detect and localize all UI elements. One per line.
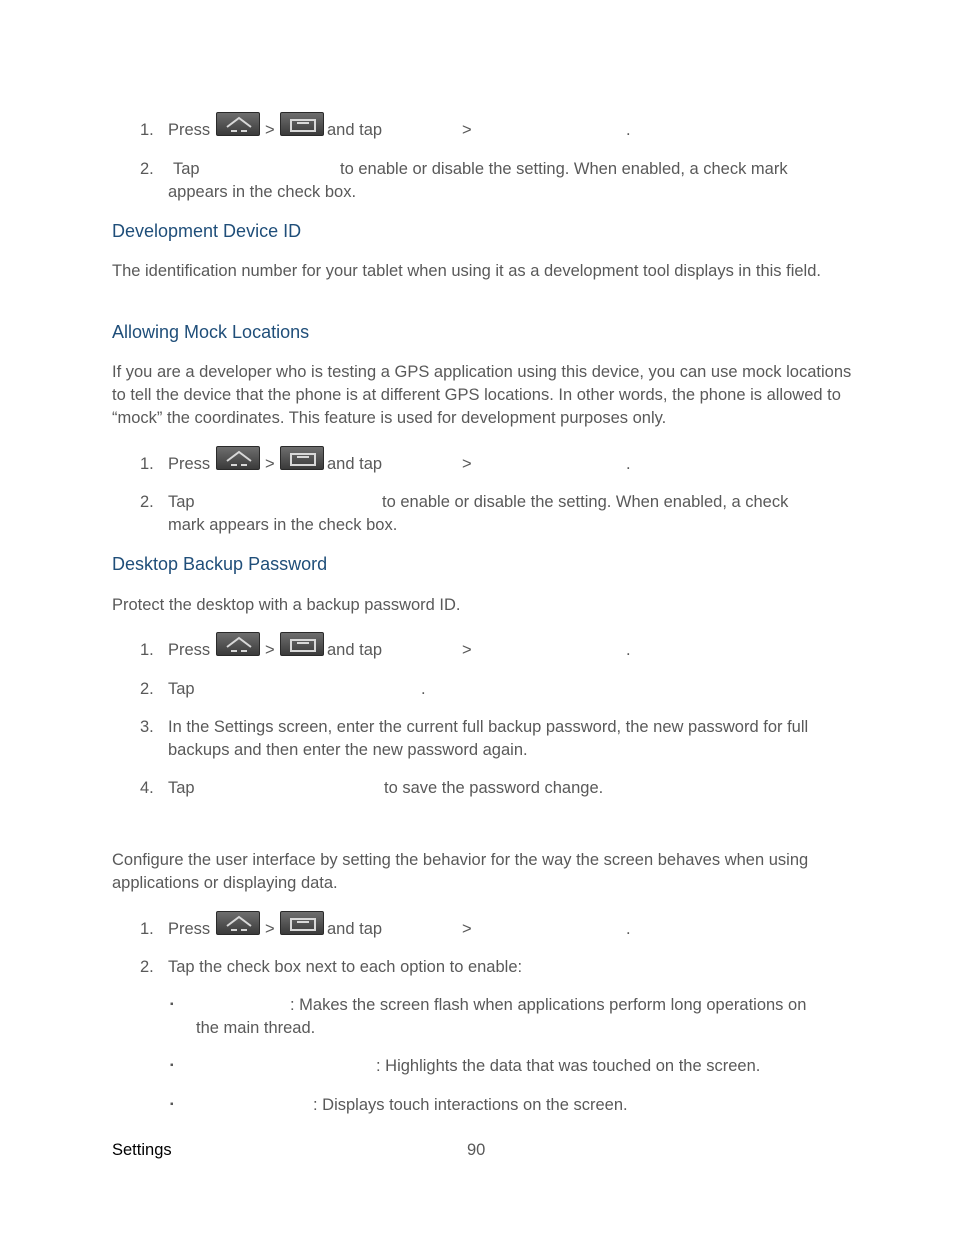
home-key-icon [216, 911, 260, 935]
menu-key-icon [280, 911, 324, 935]
step-and-tap: and tap [327, 641, 383, 659]
step-text: backups and then enter the new password again. [168, 741, 528, 759]
step-gt: > [462, 641, 472, 659]
bullet-text: : Displays touch interactions on the screen. [313, 1096, 628, 1114]
heading-mock-locations: Allowing Mock Locations [112, 322, 310, 342]
step-tap-label: Tap [168, 779, 195, 797]
step-gt: > [265, 121, 275, 139]
step-text: appears in the check box. [168, 183, 357, 201]
step-gt: > [265, 455, 275, 473]
step-and-tap: and tap [327, 920, 383, 938]
paragraph: Configure the user interface by setting the behavior for the way the screen behaves when using applications or displaying data. [112, 851, 809, 892]
step-and-tap: and tap [327, 121, 383, 139]
heading-desktop-backup-password: Desktop Backup Password [112, 554, 328, 574]
step-number: 1. [140, 641, 154, 659]
step-period: . [626, 920, 631, 938]
step-period: . [421, 680, 426, 698]
menu-key-icon [280, 112, 324, 136]
step-number: 1. [140, 121, 154, 139]
step-text: to enable or disable the setting. When enabled, a check [382, 493, 789, 511]
step-number: 2. [140, 680, 154, 698]
step-text: Tap the check box next to each option to enable: [168, 958, 523, 976]
step-number: 2. [140, 958, 154, 976]
step-tap-label: Tap [168, 493, 195, 511]
step-tap-label: Tap [168, 680, 195, 698]
step-number: 4. [140, 779, 154, 797]
step-period: . [626, 121, 631, 139]
bullet-marker: ▪ [170, 999, 174, 1010]
step-text: to enable or disable the setting. When enabled, a check mark [340, 160, 788, 178]
step-number: 2. [140, 160, 154, 178]
footer-section-name: Settings [112, 1141, 172, 1159]
step-period: . [626, 641, 631, 659]
paragraph: Protect the desktop with a backup password ID. [112, 596, 461, 614]
step-press-label: Press [168, 121, 211, 139]
step-gt: > [462, 121, 472, 139]
step-gt: > [265, 920, 275, 938]
step-press-label: Press [168, 455, 211, 473]
bullet-marker: ▪ [170, 1060, 174, 1071]
bullet-text: : Makes the screen flash when applications perform long operations on [290, 996, 807, 1014]
step-text: mark appears in the check box. [168, 516, 398, 534]
step-press-label: Press [168, 920, 211, 938]
step-period: . [626, 455, 631, 473]
step-text: In the Settings screen, enter the current full backup password, the new password for full [168, 718, 809, 736]
home-key-icon [216, 446, 260, 470]
home-key-icon [216, 632, 260, 656]
step-text: to save the password change. [384, 779, 604, 797]
heading-development-device-id: Development Device ID [112, 221, 302, 241]
step-gt: > [265, 641, 275, 659]
page-number: 90 [467, 1141, 486, 1159]
step-number: 3. [140, 718, 154, 736]
paragraph: The identification number for your tablet when using it as a development tool displays in this field. [112, 262, 821, 280]
step-number: 1. [140, 455, 154, 473]
step-number: 2. [140, 493, 154, 511]
step-tap-label: Tap [173, 160, 200, 178]
step-number: 1. [140, 920, 154, 938]
home-key-icon [216, 112, 260, 136]
menu-key-icon [280, 446, 324, 470]
menu-key-icon [280, 632, 324, 656]
step-gt: > [462, 920, 472, 938]
bullet-marker: ▪ [170, 1099, 174, 1110]
step-gt: > [462, 455, 472, 473]
bullet-text: the main thread. [196, 1019, 316, 1037]
paragraph: If you are a developer who is testing a GPS application using this device, you can use mock locations to tell the device that the phone is at different GPS locations. In other words, the phone is allowed to “mock” the coordinates. This feature is used for development purposes only. [112, 363, 852, 427]
step-press-label: Press [168, 641, 211, 659]
bullet-text: : Highlights the data that was touched on the screen. [376, 1057, 761, 1075]
step-and-tap: and tap [327, 455, 383, 473]
